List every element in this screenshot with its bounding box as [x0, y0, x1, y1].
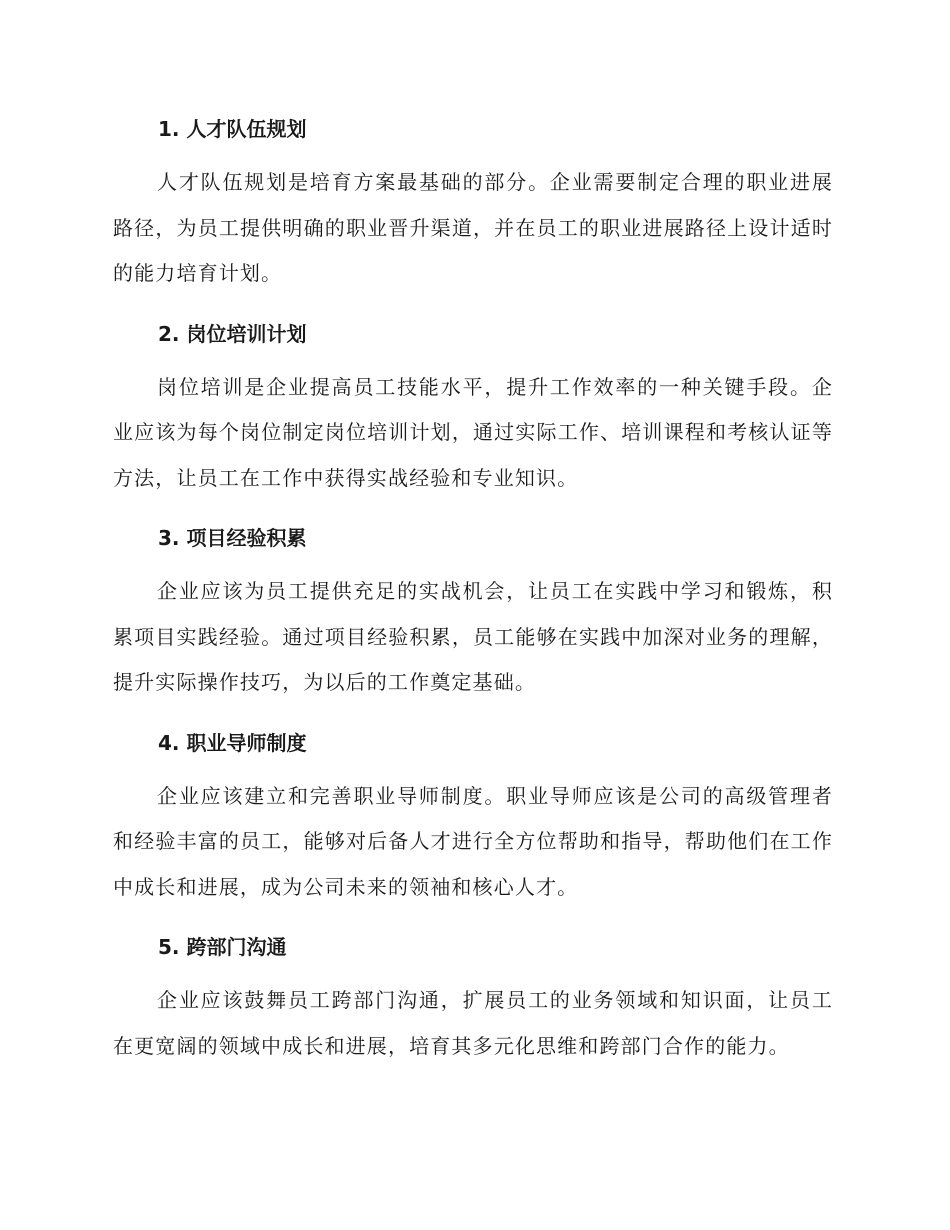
section-heading: 3. 项目经验积累	[158, 526, 307, 550]
section-job-training	[113, 309, 833, 502]
section-heading: 1. 人才队伍规划	[158, 117, 307, 141]
section-heading: 4. 职业导师制度	[158, 730, 307, 755]
document-content	[113, 104, 833, 1069]
section-paragraph: 岗位培训是企业提高员工技能水平，提升工作效率的一种关键手段。企业应该为每个岗位制定岗位培训计划，通过实际工作、培训课程和考核认证等方法，让员工在工作中获得实战经验和专业知识。	[113, 374, 833, 490]
section-mentor-system	[113, 718, 833, 911]
section-paragraph: 企业应该为员工提供充足的实战机会，让员工在实践中学习和锻炼，积累项目实践经验。通过项目经验积累，员工能够在实践中加深对业务的理解，提升实际操作技巧，为以后的工作奠定基础。	[113, 579, 833, 694]
section-heading: 5. 跨部门沟通	[158, 935, 287, 959]
section-project-experience	[113, 513, 833, 706]
section-paragraph: 企业应该建立和完善职业导师制度。职业导师应该是公司的高级管理者和经验丰富的员工，能够对后备人才进行全方位帮助和指导，帮助他们在工作中成长和进展，成为公司未来的领袖和核心人才。	[113, 783, 833, 899]
section-paragraph: 人才队伍规划是培育方案最基础的部分。企业需要制定合理的职业进展路径，为员工提供明确的职业晋升渠道，并在员工的职业进展路径上设计适时的能力培育计划。	[113, 170, 833, 285]
section-talent-planning	[113, 104, 833, 297]
section-cross-department	[113, 922, 833, 1069]
section-heading: 2. 岗位培训计划	[158, 321, 307, 346]
section-paragraph: 企业应该鼓舞员工跨部门沟通，扩展员工的业务领域和知识面，让员工在更宽阔的领域中成长和进展，培育其多元化思维和跨部门合作的能力。	[113, 988, 833, 1058]
